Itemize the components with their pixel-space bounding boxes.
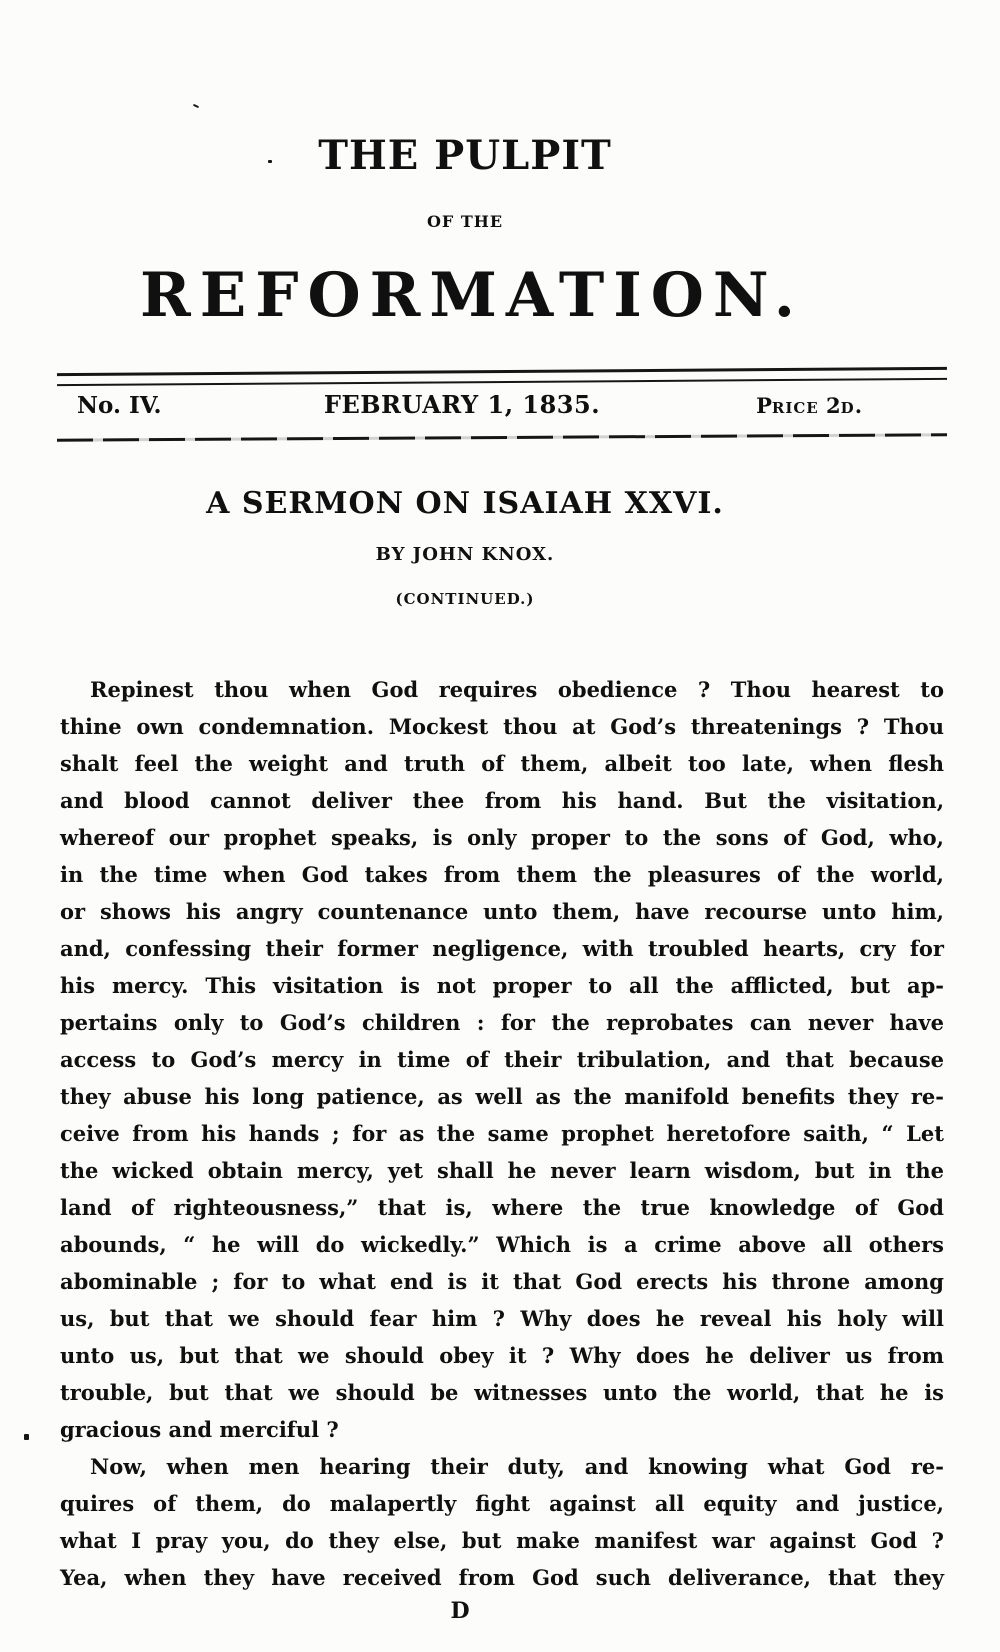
text-line: whereof our prophet speaks, is only proper to the sons of God, who, [60,825,944,850]
text-line: or shows his angry countenance unto them, have recourse unto him, [60,899,944,924]
text-line: access to God’s mercy in time of their tribulation, and that because [60,1047,944,1072]
text-line: abominable ; for to what end is it that God erects his throne among [60,1269,944,1294]
text-line: shalt feel the weight and truth of them, albeit too late, when flesh [60,751,944,776]
text-line: ceive from his hands ; for as the same prophet heretofore saith, “ Let [60,1121,944,1146]
text-line: in the time when God takes from them the pleasures of the world, [60,862,944,887]
price-denomination: D [840,399,855,417]
price-number: 2 [818,393,841,418]
ink-speck [193,104,199,108]
issue-price [667,393,947,418]
text-line: pertains only to God’s children : for the reprobates can never have [60,1010,944,1035]
journal-title-line1: THE PULPIT [318,132,612,179]
issue-number: No. IV. [77,392,162,419]
single-rule-divider [57,433,947,441]
price-cap: P [756,393,772,418]
body-paragraph-2 [60,1448,944,1596]
article-byline: BY JOHN KNOX. [375,544,555,565]
text-line: the wicked obtain mercy, yet shall he never learn wisdom, but in the [60,1158,944,1183]
journal-title-main: REFORMATION. [140,260,804,331]
masthead-row [57,390,947,419]
price-smallcaps: RICE [771,399,819,417]
text-line: Repinest thou when God requires obedience ? Thou hearest to [90,677,944,702]
text-line: unto us, but that we should obey it ? Why does he deliver us from [60,1343,944,1368]
text-line: and, confessing their former negligence, with troubled hearts, cry for [60,936,944,961]
double-rule-divider [57,367,947,386]
text-line: what I pray you, do they else, but make manifest war against God ? [60,1528,944,1553]
text-line: Yea, when they have received from God such deliverance, that they [60,1565,944,1590]
text-line: land of righteousness,” that is, where the true knowledge of God [60,1195,944,1220]
price-period: . [854,393,862,418]
article-continued-note: (CONTINUED.) [395,590,535,608]
journal-title-line2: OF THE [426,212,504,231]
page-signature: D [450,1598,470,1624]
body-paragraph-1 [60,671,944,1448]
article-title: A SERMON ON ISAIAH XXVI. [206,486,724,521]
article-body [60,671,944,1596]
text-line: quires of them, do malapertly fight against all equity and justice, [60,1491,944,1516]
text-line: and blood cannot deliver thee from his hand. But the visitation, [60,788,944,813]
text-line: us, but that we should fear him ? Why does he reveal his holy will [60,1306,944,1331]
text-line: abounds, “ he will do wickedly.” Which is a crime above all others [60,1232,944,1257]
text-line: Now, when men hearing their duty, and knowing what God re- [90,1454,944,1479]
text-line: they abuse his long patience, as well as the manifold benefits they re- [60,1084,944,1109]
text-line: his mercy. This visitation is not proper to all the afflicted, but ap- [60,973,944,998]
text-line: trouble, but that we should be witnesses unto the world, that he is [60,1380,944,1405]
issue-date: FEBRUARY 1, 1835. [323,390,601,419]
text-line: gracious and merciful ? [60,1417,339,1442]
ink-speck [24,1434,29,1440]
text-line: thine own condemnation. Mockest thou at God’s threatenings ? Thou [60,714,944,739]
